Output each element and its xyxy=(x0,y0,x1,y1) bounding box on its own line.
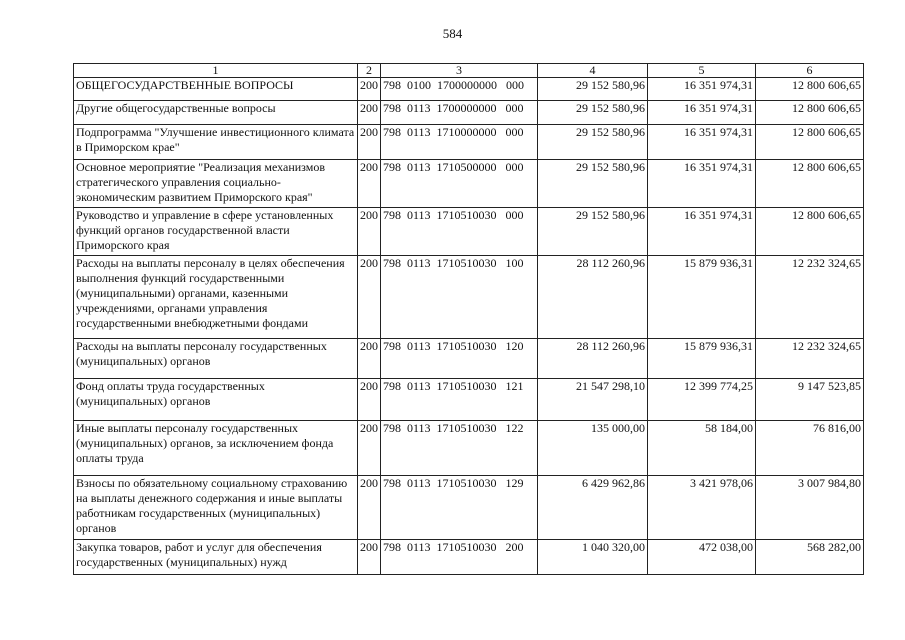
table-row xyxy=(74,208,864,256)
row-value-4: 21 547 298,10 xyxy=(538,379,648,421)
row-budget-code: 798 0100 1700000000 000 xyxy=(381,78,538,101)
row-name: Руководство и управление в сфере установленных функций органов государственной власти Приморского края xyxy=(74,208,358,256)
row-name: Расходы на выплаты персоналу в целях обеспечения выполнения функций государственными (муниципальными) органами, казенными учреждениями, органами управления государственными внебюджетными фондами xyxy=(74,256,358,339)
row-name: Другие общегосударственные вопросы xyxy=(74,101,358,125)
row-value-6: 12 800 606,65 xyxy=(756,125,864,160)
row-value-5: 3 421 978,06 xyxy=(648,476,756,540)
row-budget-code: 798 0113 1710510030 120 xyxy=(381,339,538,379)
column-header-2: 2 xyxy=(358,64,381,78)
row-column-2: 200 xyxy=(358,160,381,208)
row-value-6: 12 232 324,65 xyxy=(756,339,864,379)
row-value-4: 1 040 320,00 xyxy=(538,540,648,575)
table-row xyxy=(74,101,864,125)
row-column-2: 200 xyxy=(358,125,381,160)
row-value-5: 12 399 774,25 xyxy=(648,379,756,421)
table-row xyxy=(74,339,864,379)
row-column-2: 200 xyxy=(358,476,381,540)
table-row xyxy=(74,78,864,101)
row-value-5: 16 351 974,31 xyxy=(648,160,756,208)
row-value-5: 58 184,00 xyxy=(648,421,756,476)
row-name: Расходы на выплаты персоналу государственных (муниципальных) органов xyxy=(74,339,358,379)
column-header-5: 5 xyxy=(648,64,756,78)
row-budget-code: 798 0113 1710510030 000 xyxy=(381,208,538,256)
row-value-4: 29 152 580,96 xyxy=(538,160,648,208)
table-row xyxy=(74,379,864,421)
table-row xyxy=(74,125,864,160)
row-value-4: 29 152 580,96 xyxy=(538,125,648,160)
row-column-2: 200 xyxy=(358,540,381,575)
page-number: 584 xyxy=(442,26,463,41)
row-budget-code: 798 0113 1710510030 100 xyxy=(381,256,538,339)
row-name: Иные выплаты персоналу государственных (муниципальных) органов, за исключением фонда оплаты труда xyxy=(74,421,358,476)
column-header-6: 6 xyxy=(756,64,864,78)
row-value-6: 12 800 606,65 xyxy=(756,160,864,208)
table-row xyxy=(74,540,864,575)
table-row xyxy=(74,476,864,540)
row-value-5: 16 351 974,31 xyxy=(648,208,756,256)
row-value-4: 135 000,00 xyxy=(538,421,648,476)
row-value-6: 76 816,00 xyxy=(756,421,864,476)
row-column-2: 200 xyxy=(358,78,381,101)
row-budget-code: 798 0113 1710510030 129 xyxy=(381,476,538,540)
row-column-2: 200 xyxy=(358,256,381,339)
row-value-6: 12 800 606,65 xyxy=(756,101,864,125)
row-value-5: 16 351 974,31 xyxy=(648,125,756,160)
row-budget-code: 798 0113 1700000000 000 xyxy=(381,101,538,125)
row-name: ОБЩЕГОСУДАРСТВЕННЫЕ ВОПРОСЫ xyxy=(74,78,358,101)
row-budget-code: 798 0113 1710510030 200 xyxy=(381,540,538,575)
row-column-2: 200 xyxy=(358,208,381,256)
row-value-6: 9 147 523,85 xyxy=(756,379,864,421)
header-row xyxy=(74,64,864,78)
budget-table xyxy=(73,63,864,575)
table-row xyxy=(74,256,864,339)
row-name: Закупка товаров, работ и услуг для обеспечения государственных (муниципальных) нужд xyxy=(74,540,358,575)
row-value-5: 15 879 936,31 xyxy=(648,339,756,379)
row-value-5: 15 879 936,31 xyxy=(648,256,756,339)
row-name: Подпрограмма "Улучшение инвестиционного климата в Приморском крае" xyxy=(74,125,358,160)
row-value-5: 16 351 974,31 xyxy=(648,78,756,101)
row-value-4: 28 112 260,96 xyxy=(538,339,648,379)
column-header-4: 4 xyxy=(538,64,648,78)
row-value-4: 6 429 962,86 xyxy=(538,476,648,540)
row-name: Основное мероприятие "Реализация механизмов стратегического управления социально-экономическим развитием Приморского края" xyxy=(74,160,358,208)
row-value-5: 16 351 974,31 xyxy=(648,101,756,125)
row-budget-code: 798 0113 1710000000 000 xyxy=(381,125,538,160)
row-value-6: 12 800 606,65 xyxy=(756,208,864,256)
row-value-4: 29 152 580,96 xyxy=(538,78,648,101)
row-column-2: 200 xyxy=(358,339,381,379)
row-name: Фонд оплаты труда государственных (муниципальных) органов xyxy=(74,379,358,421)
row-value-6: 12 232 324,65 xyxy=(756,256,864,339)
row-column-2: 200 xyxy=(358,421,381,476)
table-row xyxy=(74,421,864,476)
row-value-4: 28 112 260,96 xyxy=(538,256,648,339)
table-row xyxy=(74,160,864,208)
row-value-6: 3 007 984,80 xyxy=(756,476,864,540)
row-name: Взносы по обязательному социальному страхованию на выплаты денежного содержания и иные выплаты работникам государственных (муниципальных) органов xyxy=(74,476,358,540)
column-header-3: 3 xyxy=(381,64,538,78)
row-value-6: 12 800 606,65 xyxy=(756,78,864,101)
row-value-4: 29 152 580,96 xyxy=(538,208,648,256)
row-value-4: 29 152 580,96 xyxy=(538,101,648,125)
row-value-6: 568 282,00 xyxy=(756,540,864,575)
row-value-5: 472 038,00 xyxy=(648,540,756,575)
column-header-1: 1 xyxy=(74,64,358,78)
row-column-2: 200 xyxy=(358,101,381,125)
row-budget-code: 798 0113 1710510030 121 xyxy=(381,379,538,421)
row-column-2: 200 xyxy=(358,379,381,421)
row-budget-code: 798 0113 1710510030 122 xyxy=(381,421,538,476)
row-budget-code: 798 0113 1710500000 000 xyxy=(381,160,538,208)
